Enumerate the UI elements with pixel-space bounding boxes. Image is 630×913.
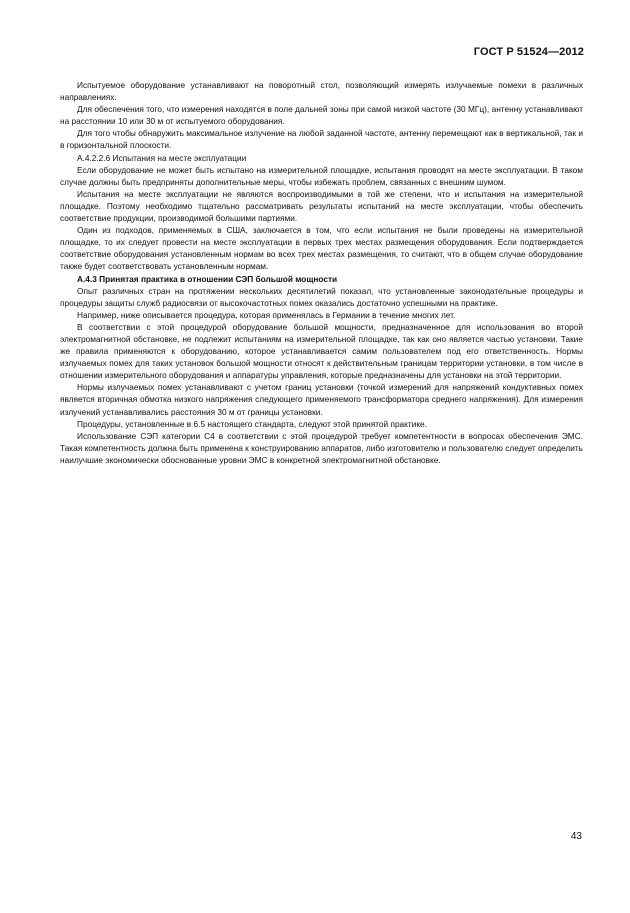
- paragraph: Для обеспечения того, что измерения находятся в поле дальней зоны при самой низкой частоте (30 МГц), антенну устанавливают на расстоянии 10 или 30 м от испытуемого оборудования.: [60, 104, 583, 127]
- paragraph: Один из подходов, применяемых в США, заключается в том, что если испытания не были проведены на измерительной площадке, то их следует провести на месте эксплуатации в первых трех местах размещения оборудования. Если подтверждается соответствие оборудования установленным нормам во всех трех местах размещения, то считают, что в общем случае оборудование также будет соответствовать установленным нормам.: [60, 225, 583, 272]
- paragraph: Испытуемое оборудование устанавливают на поворотный стол, позволяющий измерять излучаемые помехи в различных направлениях.: [60, 80, 583, 103]
- paragraph: Использование СЭП категории С4 в соответствии с этой процедурой требует компетентности в вопросах обеспечения ЭМС. Такая компетентность должна быть применена к конструированию аппаратов, либо изготовителю и пользователю следует определить наилучшие экономически обоснованные уровни ЭМС в конкретной электромагнитной обстановке.: [60, 430, 583, 465]
- standard-header: ГОСТ Р 51524—2012: [473, 46, 584, 58]
- paragraph: Опыт различных стран на протяжении нескольких десятилетий показал, что установленные законодательные процедуры и процедуры защиты служб радиосвязи от высокочастотных помех оказались достаточно успешными на практике.: [60, 285, 583, 308]
- page-number: 43: [570, 831, 582, 842]
- paragraph: Процедуры, установленные в 6.5 настоящего стандарта, следуют этой принятой практике.: [77, 418, 427, 429]
- paragraph: Например, ниже описывается процедура, которая применялась в Германии в течение многих лет.: [77, 309, 456, 320]
- paragraph: А.4.2.2.6 Испытания на месте эксплуатации: [77, 152, 247, 163]
- section-heading: А.4.3 Принятая практика в отношении СЭП большой мощности: [77, 273, 338, 284]
- paragraph: В соответствии с этой процедурой оборудование большой мощности, предназначенное для использования во второй электромагнитной обстановке, не подлежит испытаниям на измерительной площадке, так как оно является частью установки. Такие же правила применяются к оборудованию, которое устанавливается самим пользователем под его ответственность. Нормы излучаемых помех для таких установок большой мощности относят к действительным границам территории установки, в том числе в отношении измерительного оборудования и аппаратуры управления, которые предназначены для установки на этой территории.: [60, 321, 583, 381]
- paragraph: Испытания на месте эксплуатации не являются воспроизводимыми в той же степени, что и испытания на измерительной площадке. Поэтому необходимо тщательно рассматривать результаты испытаний на месте эксплуатации, чтобы обеспечить соответствие продукции, производимой большими партиями.: [60, 188, 583, 224]
- document-body: [60, 79, 583, 466]
- paragraph: Если оборудование не может быть испытано на измерительной площадке, испытания проводят на месте эксплуатации. В таком случае должны быть предприняты дополнительные меры, чтобы избежать проблем, связанных с внешним шумом.: [60, 164, 583, 187]
- paragraph: Для того чтобы обнаружить максимальное излучение на любой заданной частоте, антенну перемещают как в вертикальной, так и в горизонтальной плоскости.: [60, 128, 583, 151]
- paragraph: Нормы излучаемых помех устанавливают с учетом границ установки (точкой измерений для напряжений кондуктивных помех является вторичная обмотка низкого напряжения следующего применяемого трансформатора среднего напряжения). Для измерения излучений устанавливались расстояния 30 м от границы установки.: [60, 382, 583, 417]
